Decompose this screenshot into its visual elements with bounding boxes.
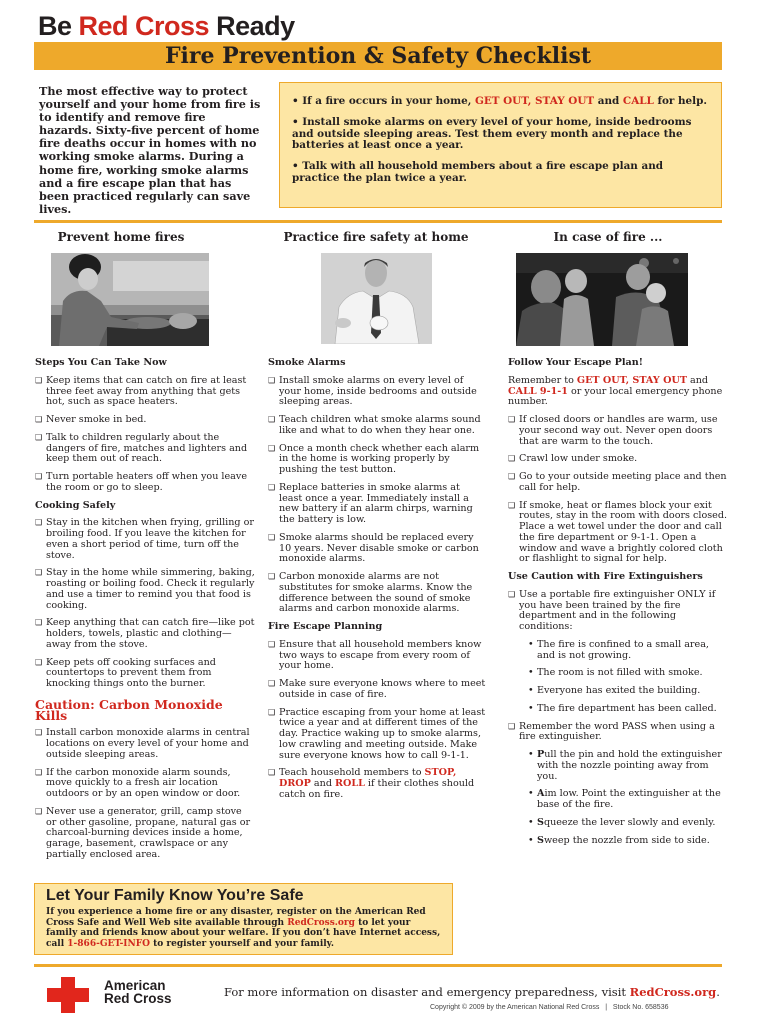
smoke-alarm-test-photo <box>321 253 432 344</box>
pass-item-squeeze <box>508 818 730 829</box>
list-item: ❑ Stay in the kitchen when frying, grilling or broiling food. If you leave the kitchen for even a short period of time, turn off the stove. <box>35 518 255 561</box>
list-item: ❑ Talk to children regularly about the dangers of fire, matches and lighters and keep them out of reach. <box>35 433 255 465</box>
escape-planning-heading: Fire Escape Planning <box>268 621 383 632</box>
safe-e: to register yourself and your family. <box>149 939 334 950</box>
escape-plan-heading: Follow Your Escape Plan! <box>508 357 643 368</box>
list-item: ❑ Make sure everyone knows where to meet outside in case of fire. <box>268 679 486 701</box>
remember-b: GET OUT, STAY OUT <box>576 374 687 386</box>
kp1-a: • If a fire occurs in your home, <box>292 95 475 107</box>
list-item: ❑ Smoke alarms should be replaced every 10 years. Never disable smoke or carbon monoxide alarms. <box>268 533 486 565</box>
safe-body <box>46 907 442 950</box>
pass-letter: A <box>537 788 545 800</box>
pass-item-sweep <box>508 836 730 847</box>
phone-number: 1-866-GET-INFO <box>67 939 150 950</box>
remember-e: or your local emergency phone number. <box>508 385 723 408</box>
column-incase <box>508 358 730 853</box>
list-item: ❑ Teach children what smoke alarms sound like and what to do when they hear one. <box>268 415 486 437</box>
pass-text: weep the nozzle from side to side. <box>543 834 710 846</box>
list-item: ❑ Keep pets off cooking surfaces and countertops to prevent them from knocking things onto the burner. <box>35 658 255 690</box>
extinguisher-heading: Use Caution with Fire Extinguishers <box>508 571 703 582</box>
heading-prevent: Prevent home fires <box>57 230 185 244</box>
brand-be: Be <box>38 11 79 41</box>
kp1-e: for help. <box>653 95 707 107</box>
list-item: ❑ Remember the word PASS when using a fire extinguisher. <box>508 722 730 744</box>
list-item: ❑ Install carbon monoxide alarms in central locations on every level of your home and outside sleeping areas. <box>35 728 255 760</box>
more-info-end: . <box>716 985 720 999</box>
redcross-link[interactable]: RedCross.org <box>287 917 355 928</box>
pass-text: im low. Point the extinguisher at the base of the fire. <box>537 788 721 810</box>
heading-incase: In case of fire ... <box>553 230 663 244</box>
list-item: ❑ If smoke, heat or flames block your exit routes, stay in the room with doors closed. Place a wet towel under the door and call the fire department or 9-1-1. Open a window and wave a brightly colored cloth or flashlight to signal for help. <box>508 501 730 566</box>
brand-ready: Ready <box>209 11 295 41</box>
kp1-d: CALL <box>622 95 654 107</box>
safe-c: to let your family and friends know about your welfare. If you don’t have Internet access, call <box>46 917 441 950</box>
safe-title: Let Your Family Know You’re Safe <box>46 887 304 904</box>
list-item: ❑ If the carbon monoxide alarm sounds, move quickly to a fresh air location outdoors or by an open window or door. <box>35 768 255 800</box>
intro-text: The most effective way to protect yourself and your home from fire is to identify and remove fire hazards. Sixty-five percent of home fire deaths occur in homes with no working smoke alarms. During a home fire, working smoke alarms and a fire escape plan that has been practiced regularly can save lives. <box>39 84 261 216</box>
pass-letter: P <box>537 749 545 760</box>
page-title: Fire Prevention & Safety Checklist <box>34 42 722 70</box>
key-point-3: • Talk with all household members about a fire escape plan and practice the plan twice a year. <box>292 160 664 184</box>
key-point-2: • Install smoke alarms on every level of your home, inside bedrooms and outside sleeping areas. Test them every month and replace the batteries at least once a year. <box>292 116 692 152</box>
teach-d: ROLL <box>335 778 365 789</box>
footer-redcross-link[interactable]: RedCross.org <box>629 985 717 999</box>
pass-item-aim <box>508 789 730 811</box>
kp1-b: GET OUT, STAY OUT <box>474 95 595 107</box>
teach-e: if their clothes should catch on fire. <box>279 778 475 800</box>
condition-item: • Everyone has exited the building. <box>508 686 730 697</box>
list-item: ❑ Carbon monoxide alarms are not substitutes for smoke alarms. Know the difference between the sound of smoke alarms and carbon monoxide alarms. <box>268 572 486 615</box>
smoke-alarms-heading: Smoke Alarms <box>268 357 346 368</box>
list-item: ❑ Install smoke alarms on every level of your home, inside bedrooms and outside sleeping areas. <box>268 376 486 408</box>
column-prevent <box>35 358 255 868</box>
list-item: ❑ Stay in the home while simmering, baking, roasting or boiling food. Check it regularly and use a timer to remind you that food is cooking. <box>35 568 255 611</box>
key-point-1 <box>292 96 711 108</box>
column-practice <box>268 358 486 808</box>
footer-divider <box>34 964 722 967</box>
teach-b: STOP, DROP <box>279 767 457 789</box>
wordmark-line-2: Red Cross <box>104 990 172 1006</box>
brand-red-cross: Red Cross <box>78 11 210 41</box>
list-item: ❑ Never use a generator, grill, camp stove or other gasoline, propane, natural gas or charcoal-burning devices inside a home, garage, basement, crawlspace or any partially enclosed area. <box>35 807 255 861</box>
pass-text: ull the pin and hold the extinguisher with the nozzle pointing away from you. <box>537 749 722 782</box>
remember-c: and <box>686 374 709 386</box>
list-item: ❑ Never smoke in bed. <box>35 415 255 426</box>
list-item: ❑ Go to your outside meeting place and then call for help. <box>508 472 730 494</box>
kp1-c: and <box>594 95 623 107</box>
safe-a: If you experience a home fire or any disaster, register on the American Red Cross Safe and Well Web site available through <box>46 907 426 928</box>
copyright-text: Copyright © 2009 by the American National Red Cross | Stock No. 658536 <box>430 1004 669 1011</box>
pass-text: queeze the lever slowly and evenly. <box>543 816 716 828</box>
pass-letter: S <box>537 816 544 828</box>
brand-heading <box>38 8 295 44</box>
list-item: ❑ Ensure that all household members know two ways to escape from every room of your home. <box>268 640 486 672</box>
red-cross-logo-icon <box>47 977 89 1013</box>
remember-text <box>508 376 730 408</box>
more-info-text <box>224 985 720 999</box>
pass-letter: S <box>537 834 544 846</box>
steps-heading: Steps You Can Take Now <box>35 357 167 368</box>
safe-and-well-box <box>34 883 453 955</box>
heading-practice: Practice fire safety at home <box>283 230 469 244</box>
wordmark-line-1: American <box>104 978 166 993</box>
remember-d: CALL 9-1-1 <box>508 385 568 397</box>
teach-c: and <box>310 778 336 789</box>
family-outside-photo <box>516 253 688 346</box>
american-red-cross-wordmark <box>104 980 172 1005</box>
list-item: ❑ Keep anything that can catch fire—like pot holders, towels, plastic and clothing—away from the stove. <box>35 618 255 650</box>
condition-item: • The fire department has been called. <box>508 704 730 715</box>
list-item-stop-drop-roll <box>268 768 486 800</box>
section-divider <box>34 220 722 223</box>
condition-item: • The room is not filled with smoke. <box>508 668 730 679</box>
more-info-a: For more information on disaster and emergency preparedness, visit <box>224 985 630 999</box>
list-item: ❑ Use a portable fire extinguisher ONLY if you have been trained by the fire department and in the following conditions: <box>508 590 730 633</box>
list-item: ❑ Keep items that can catch on fire at least three feet away from anything that gets hot, such as space heaters. <box>35 376 255 408</box>
list-item: ❑ Replace batteries in smoke alarms at least once a year. Immediately install a new battery if an alarm chirps, warning the battery is low. <box>268 483 486 526</box>
list-item: ❑ If closed doors or handles are warm, use your second way out. Never open doors that are warm to the touch. <box>508 415 730 447</box>
teach-a: Teach household members to <box>279 767 425 779</box>
cooking-heading: Cooking Safely <box>35 499 116 511</box>
caution-heading: Caution: Carbon Monoxide Kills <box>35 696 223 723</box>
cooking-photo <box>51 253 209 346</box>
remember-a: Remember to <box>508 374 577 386</box>
condition-item: • The fire is confined to a small area, and is not growing. <box>508 640 730 662</box>
list-item: ❑ Once a month check whether each alarm in the home is working properly by pushing the test button. <box>268 444 486 476</box>
list-item: ❑ Crawl low under smoke. <box>508 454 730 465</box>
list-item: ❑ Turn portable heaters off when you leave the room or go to sleep. <box>35 472 255 494</box>
pass-item-pull <box>508 750 730 782</box>
list-item: ❑ Practice escaping from your home at least twice a year and at different times of the day. Practice waking up to smoke alarms, low crawling and meeting outside. Make sure everyone knows how to call 9-1-1. <box>268 708 486 762</box>
key-points-box <box>279 82 722 208</box>
